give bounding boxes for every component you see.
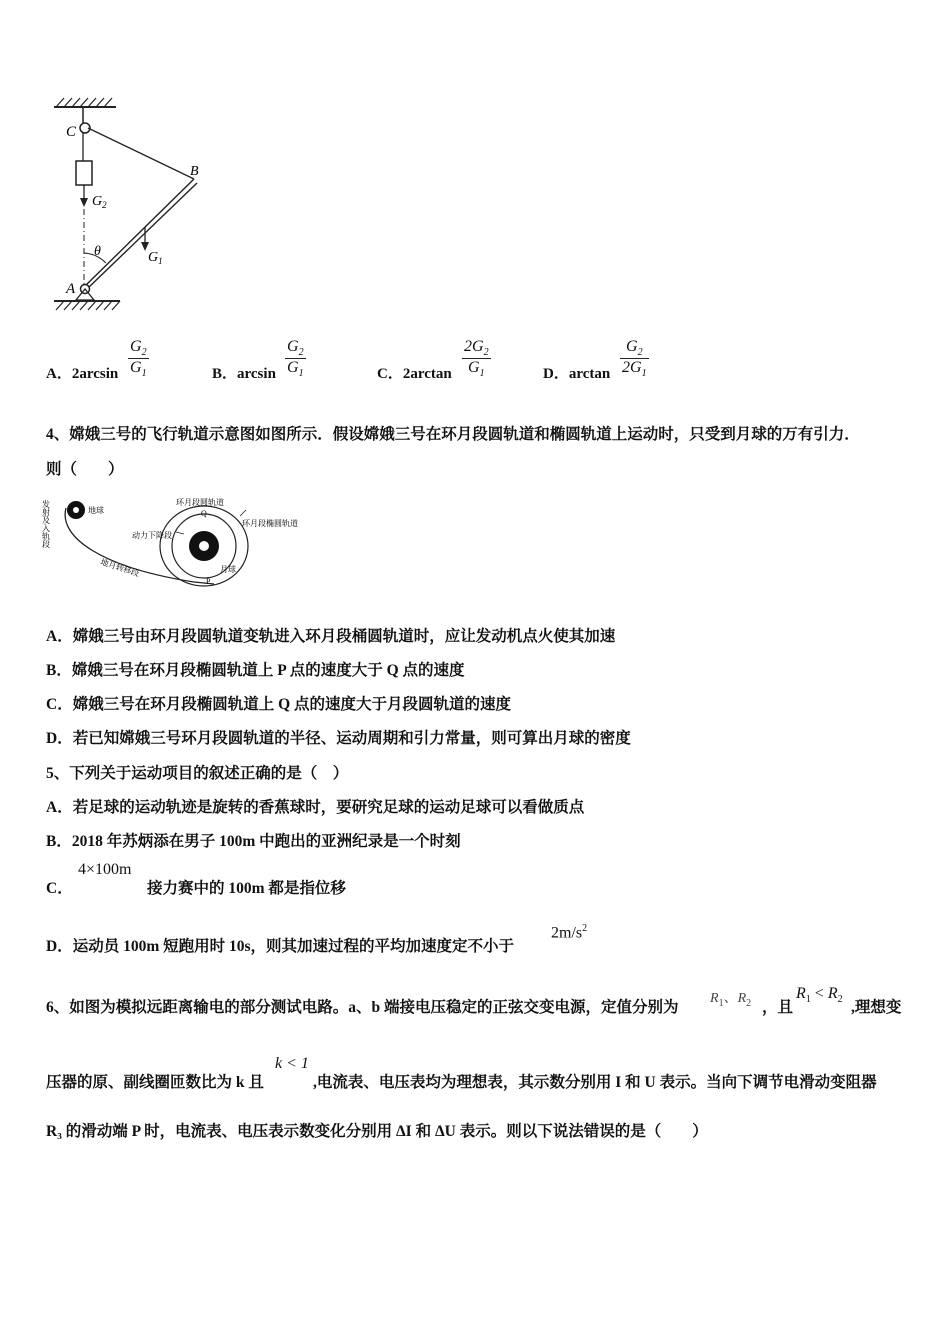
q3-option-d[interactable]: D．arctan <box>543 366 611 382</box>
label-transfer: 地月转移段 <box>99 557 141 579</box>
q4-option-a[interactable]: A．嫦娥三号由环月段圆轨道变轨进入环月段桶圆轨道时，应让发动机点火使其加速 <box>46 628 616 645</box>
q6-r1-r2: $R_1$、$R_2$ <box>710 991 752 1009</box>
q3-option-a[interactable]: A．2arcsin <box>46 366 119 382</box>
label-circle-orbit: 环月段圆轨道 <box>176 498 224 507</box>
label-P: P <box>206 577 211 586</box>
q5-option-d-math: $2m/s^2$ <box>551 923 588 942</box>
q3-option-c[interactable]: C．2arctan <box>377 366 452 382</box>
label-descent: 动力下降段 <box>132 531 172 540</box>
q3-option-d-fraction: $\frac{G_2}{2G_1}$ <box>622 338 647 380</box>
q3-option-c-fraction: $\frac{2G_2}{G_1}$ <box>464 338 489 380</box>
q5-stem: 5、下列关于运动项目的叙述正确的是（ ） <box>46 765 349 782</box>
q6-k-math: k < 1 <box>275 1055 309 1072</box>
q3-option-b[interactable]: B．arcsin <box>212 366 276 382</box>
q4-option-b[interactable]: B．嫦娥三号在环月段椭圆轨道上 P 点的速度大于 Q 点的速度 <box>46 662 465 679</box>
label-ellipse-orbit: 环月段椭圆轨道 <box>242 519 298 528</box>
label-launch: 发射及入轨段 <box>41 500 51 548</box>
q4-option-c[interactable]: C．嫦娥三号在环月段椭圆轨道上 Q 点的速度大于月段圆轨道的速度 <box>46 696 512 713</box>
q6-line3: R₃ 的滑动端 P 时，电流表、电压表示数变化分别用 ΔI 和 ΔU 表示。则以下说法错误的是（ ） <box>46 1123 708 1140</box>
label-theta: θ <box>94 244 101 259</box>
q6-line2-a: 压器的原、副线圈匝数比为 k 且 <box>46 1074 264 1091</box>
q3-option-a-fraction: $\frac{G_2}{G_1}$ <box>130 338 147 380</box>
label-G2: $G_2$ <box>92 194 107 210</box>
label-C: C <box>66 124 77 140</box>
label-Q: Q <box>201 509 207 518</box>
q5-option-a[interactable]: A．若足球的运动轨迹是旋转的香蕉球时，要研究足球的运动足球可以看做质点 <box>46 799 585 816</box>
orbit-figure <box>41 488 316 588</box>
q6-line1-b: ，且 <box>762 999 794 1016</box>
label-B: B <box>190 164 199 179</box>
rod-pulley-figure <box>40 95 220 320</box>
q5-option-c-math: 4×100m <box>78 861 132 878</box>
q6-line2-b: ,电流表、电压表均为理想表，其示数分别用 I 和 U 表示。当向下调节电滑动变阻器 <box>313 1074 877 1091</box>
q6-r1-lt-r2: $R_1 < R_2$ <box>796 985 843 1006</box>
q5-option-c-text: 接力赛中的 100m 都是指位移 <box>147 880 346 897</box>
label-moon: 月球 <box>220 565 236 574</box>
q6-line1-a: 6、如图为模拟远距离输电的部分测试电路。a、b 端接电压稳定的正弦交变电源，定值分别为 <box>46 999 679 1016</box>
q4-option-d[interactable]: D．若已知嫦娥三号环月段圆轨道的半径、运动周期和引力常量，则可算出月球的密度 <box>46 730 631 747</box>
label-earth: 地球 <box>88 506 104 515</box>
label-A: A <box>66 281 76 297</box>
label-G1: $G_1$ <box>148 250 163 266</box>
q4-stem-line1: 4、嫦娥三号的飞行轨道示意图如图所示．假设嫦娥三号在环月段圆轨道和椭圆轨道上运动时，只受到月球的万有引力． <box>46 426 860 443</box>
q6-line1-c: ,理想变 <box>851 999 902 1016</box>
q4-stem-line2: 则（ ） <box>46 461 124 478</box>
q5-option-b[interactable]: B．2018 年苏炳添在男子 100m 中跑出的亚洲纪录是一个时刻 <box>46 833 461 850</box>
q3-option-b-fraction: $\frac{G_2}{G_1}$ <box>287 338 304 380</box>
